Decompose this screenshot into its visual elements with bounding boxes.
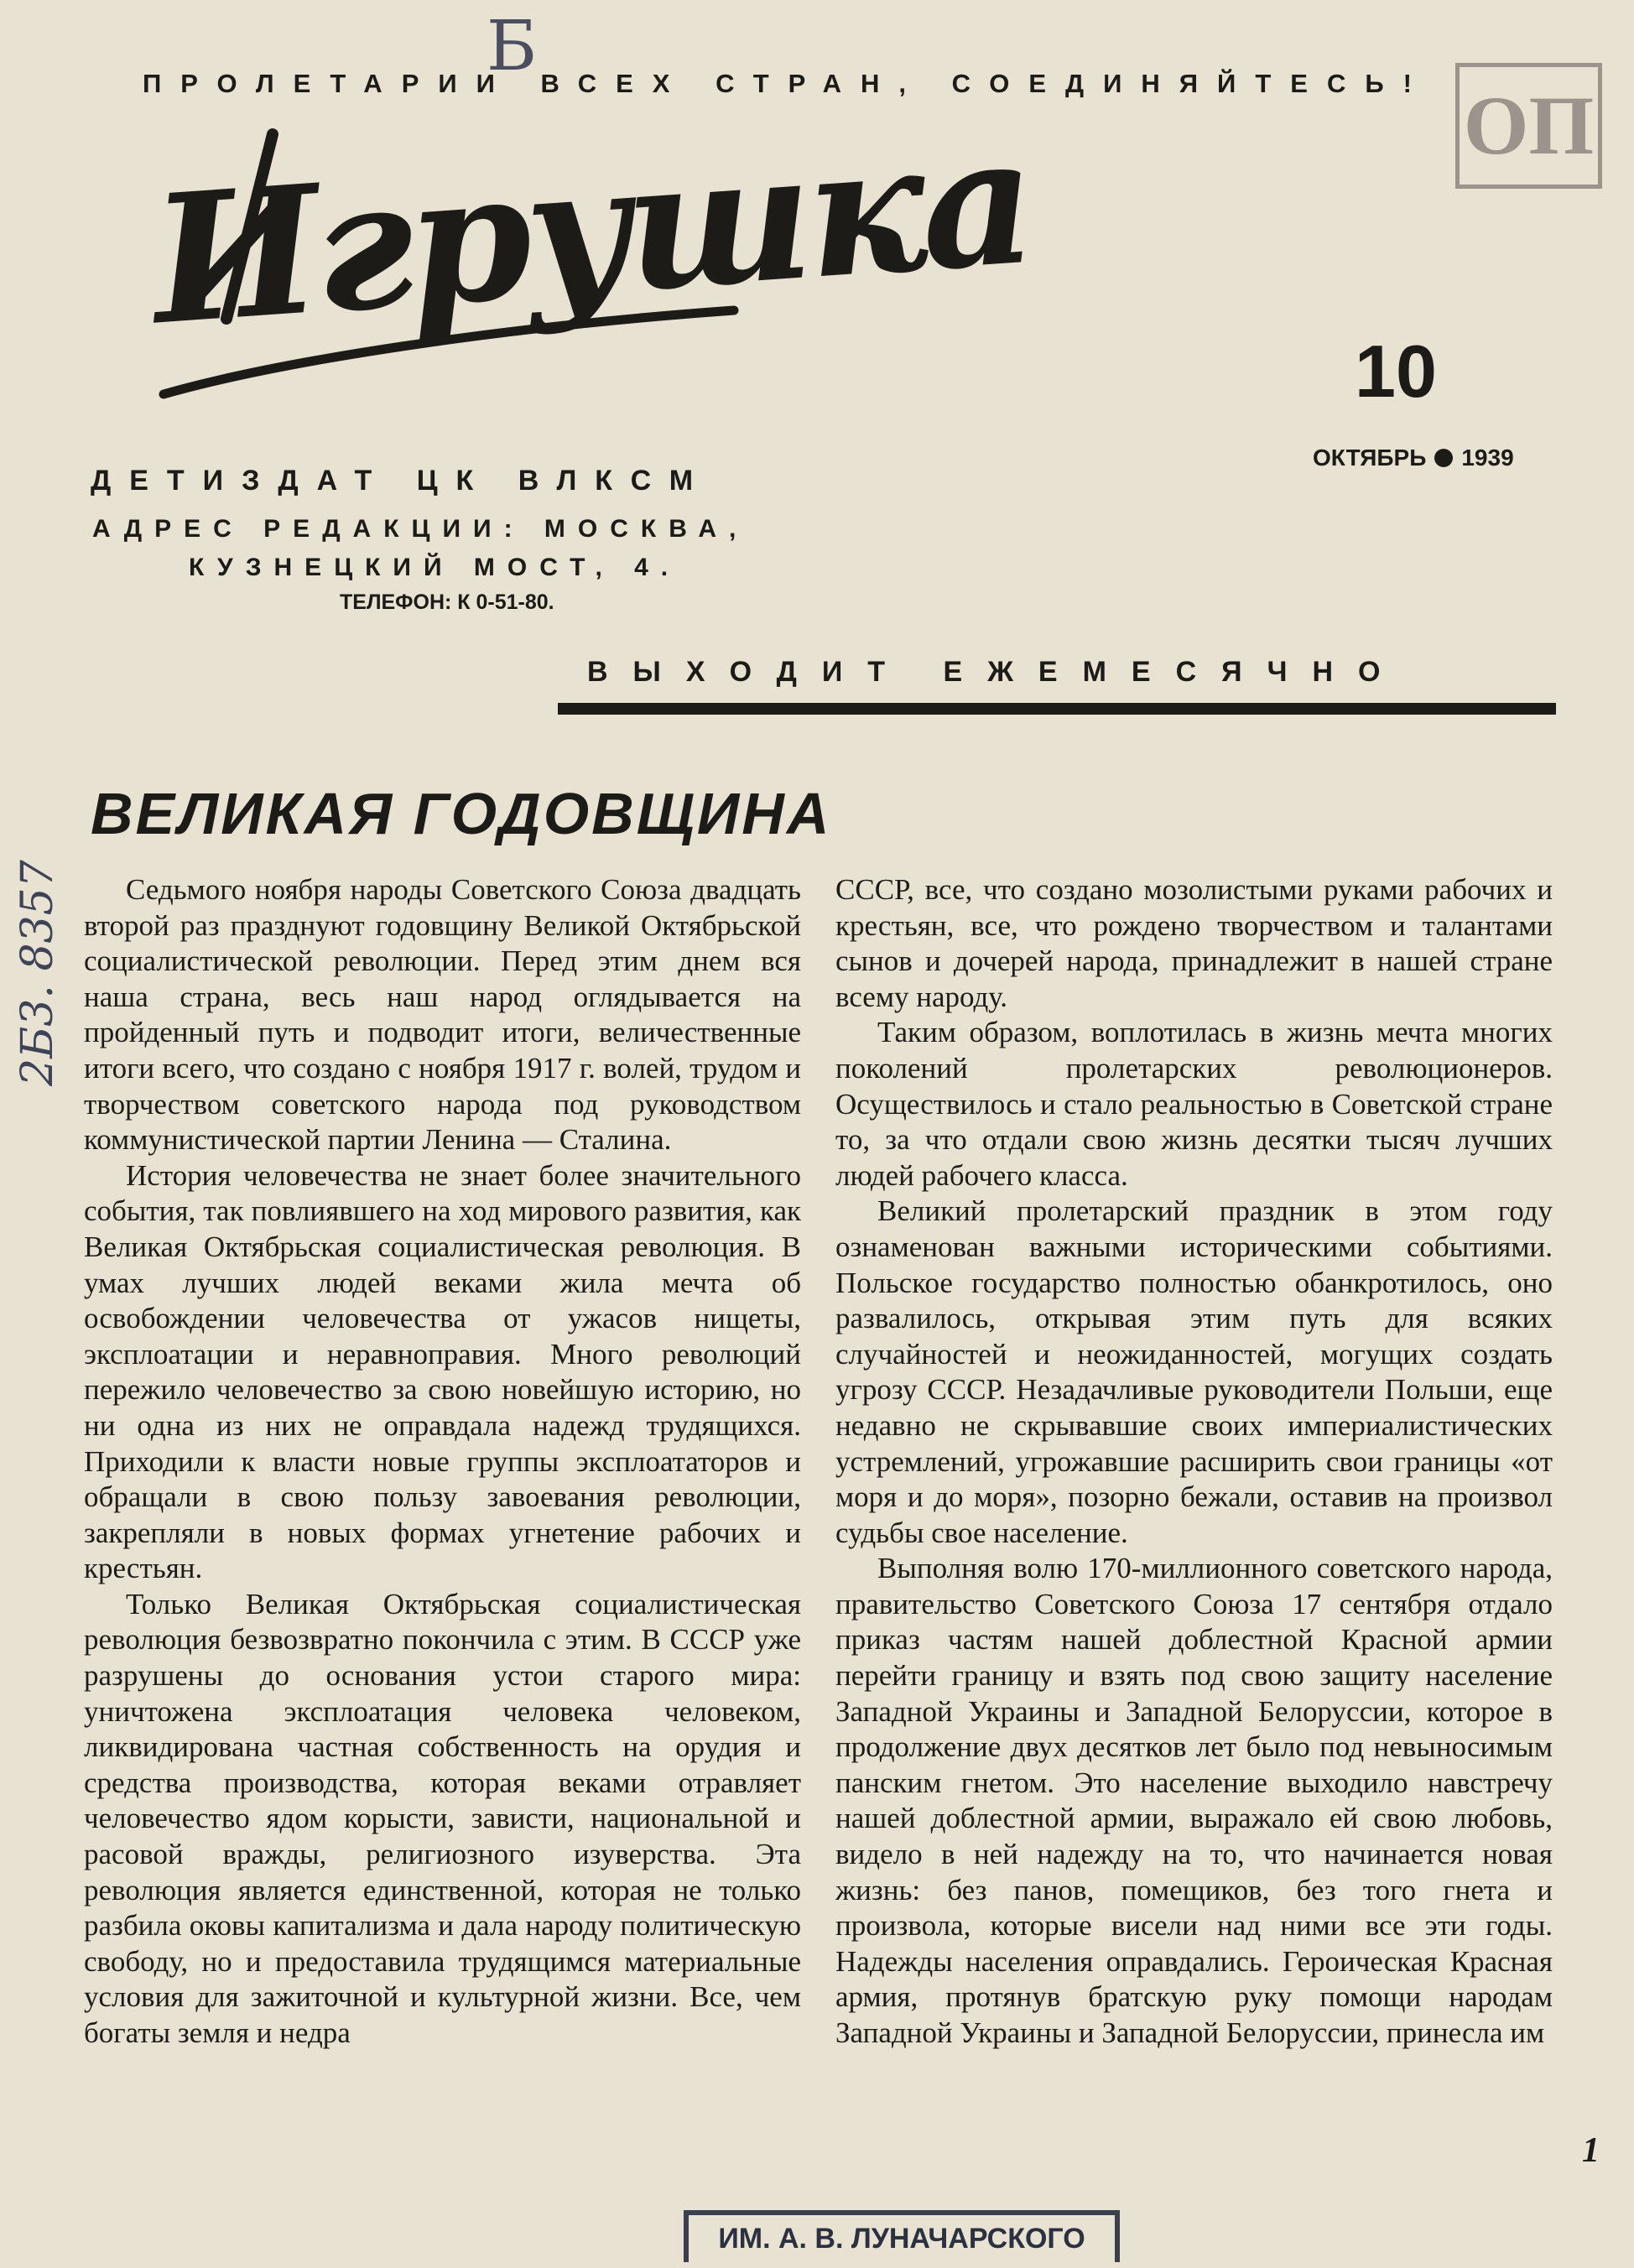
paragraph: История человечества не знает более значительного события, так повлиявшего на ход мирового развития, как Великая Октябрьская социалистическая революция. В умах лучших людей веками жила мечта об освобождении человечества от ужасов нищеты, эксплоатации и неравноправия. Много революций пережило человечество за свою новейшую историю, но ни одна из них не оправдала надежд трудящихся. Приходили к власти новые группы эксплоататоров и обращали в свою пользу завоевания революции, закрепляли в новых формах угнетение рабочих и крестьян. (84, 1158, 801, 1585)
magazine-logo (146, 96, 1038, 419)
paragraph: Таким образом, воплотилась в жизнь мечта многих поколений пролетарских революционеров. Осуществилось и стало реальностью в Советской стране то, за что отдали свою жизнь десятки тысяч лучших людей рабочего класса. (835, 1016, 1553, 1192)
issue-number: 10 (1355, 330, 1437, 413)
issue-date (1313, 445, 1531, 471)
publisher: ДЕТИЗДАТ ЦК ВЛКСМ (91, 465, 712, 497)
shelfmark-text: 2Б3. 8357 (13, 860, 63, 1086)
article-column-right (835, 872, 1553, 2052)
paragraph: Великий пролетарский праздник в этом году ознаменован важными историческими событиями. Польское государство полностью обанкротилось, оно развалилось, открывая этим путь для всяких случайностей и неожиданностей, могущих создать угрозу СССР. Незадачливые руководители Польши, еще недавно не скрывавшие своих империалистических устремлений, угрожавшие расширить свои границы «от моря и до моря», позорно бежали, оставив на произвол судьбы свое население. (835, 1194, 1553, 1549)
logo-text: Игрушка (146, 96, 1038, 365)
page-number: 1 (1582, 2131, 1600, 2170)
bullet-dot-icon (1434, 449, 1453, 467)
handwritten-mark: Б (487, 7, 538, 86)
paragraph: Только Великая Октябрьская социалистическая революция безвозвратно покончила с этим. В СССР уже разрушены до основания устои старого мира: уничтожена эксплоатация человека человеком, ликвидирована частная собственность на орудия и средства производства, которая веками отравляет человечество ядом корысти, зависти, национальной и расовой вражды, религиозного изуверства. Эта революция является единственной, которая не только разбила оковы капитализма и дала народу политическую свободу, но и предоставила трудящимся материальные условия для зажиточной и культурной жизни. Все, чем богаты земля и недра (84, 1587, 801, 2049)
paragraph: Седьмого ноября народы Советского Союза двадцать второй раз празднуют годовщину Великой Октябрьской социалистической революции. Перед этим днем вся наша страна, весь наш народ оглядывается на пройденный путь и подводит итоги, величественные итоги всего, что создано с ноября 1917 г. волей, трудом и творчеством советского народа под руководством коммунистической партии Ленина — Сталина. (84, 873, 801, 1157)
library-stamp: ИМ. А. В. ЛУНАЧАРСКОГО (684, 2210, 1120, 2262)
article-title: ВЕЛИКАЯ ГОДОВЩИНА (91, 781, 832, 846)
article-column-left (84, 872, 801, 2052)
paragraph: Выполняя волю 170-миллионного советского народа, правительство Советского Союза 17 сентября отдало приказ частям нашей доблестной Красной армии перейти границу и взять под свою защиту население Западной Украины и Западной Белоруссии, которое в продолжение двух десятков лет было под невыносимым панским гнетом. Это население выходило навстречу нашей доблестной армии, выражало ей свою любовь, видело в ней надежду на то, что начинается новая жизнь: без панов, помещиков, без того гнета и произвола, которые висели над ними все эти годы. Надежды населения оправдались. Героическая Красная армия, протянув братскую руку помощи народам Западной Украины и Западной Белоруссии, принесла им (835, 1552, 1553, 2049)
phone: ТЕЛЕФОН: К 0-51-80. (340, 590, 554, 614)
header-rule (558, 703, 1556, 715)
address-line-1: АДРЕС РЕДАКЦИИ: МОСКВА, (92, 515, 749, 543)
issue-year: 1939 (1461, 445, 1514, 471)
paragraph: СССР, все, что создано мозолистыми руками рабочих и крестьян, все, что рождено творчеством и талантами сынов и дочерей народа, принадлежит в нашей стране всему народу. (835, 873, 1553, 1013)
corner-stamp: ОП (1455, 63, 1602, 189)
publication-frequency: ВЫХОДИТ ЕЖЕМЕСЯЧНО (587, 656, 1406, 688)
masthead-motto: ПРОЛЕТАРИИ ВСЕХ СТРАН, СОЕДИНЯЙТЕСЬ! (143, 69, 1431, 98)
issue-month: ОКТЯБРЬ (1313, 445, 1427, 471)
address-line-2: КУЗНЕЦКИЙ МОСТ, 4. (189, 554, 681, 581)
handwritten-shelfmark (15, 705, 65, 1090)
